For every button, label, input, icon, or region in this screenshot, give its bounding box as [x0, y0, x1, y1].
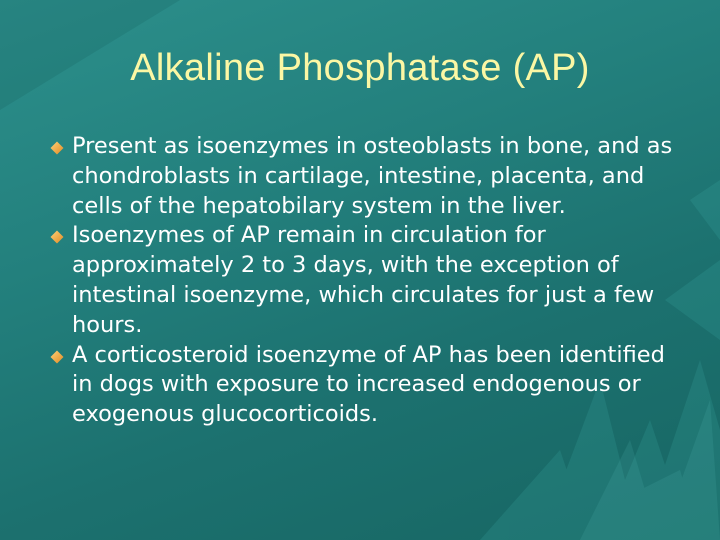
bullet-item [50, 221, 690, 340]
diamond-bullet-icon [50, 141, 64, 155]
bullet-list [50, 132, 690, 430]
bullet-item [50, 132, 690, 221]
diamond-bullet-icon [50, 350, 64, 364]
diamond-bullet-icon [50, 230, 64, 244]
bullet-item [50, 341, 690, 430]
slide-title: Alkaline Phosphatase (AP) [130, 47, 590, 89]
bullet-text: Present as isoenzymes in osteoblasts in bone, and as chondroblasts in cartilage, intestine, placenta, and cells of the hepatobilary system in the liver. [72, 133, 673, 219]
bullet-text: A corticosteroid isoenzyme of AP has been identified in dogs with exposure to increased endogenous or exogenous glucocorticoids. [72, 341, 665, 428]
bullet-text: Isoenzymes of AP remain in circulation for approximately 2 to 3 days, with the exception of intestinal isoenzyme, which circulates for just a few hours. [72, 222, 655, 338]
